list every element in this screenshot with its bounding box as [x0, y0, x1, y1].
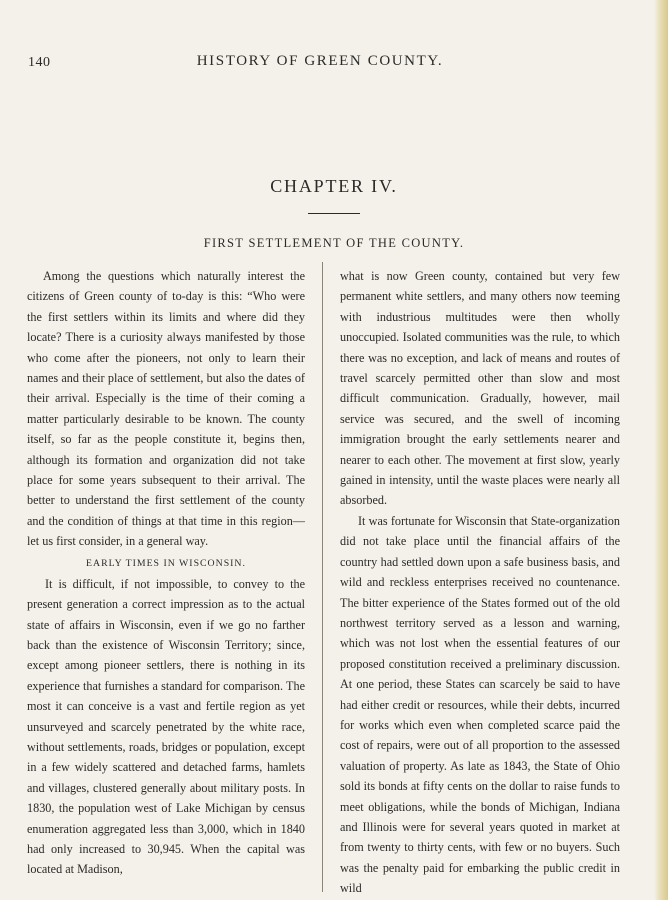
running-head: HISTORY OF GREEN COUNTY.	[196, 53, 444, 69]
right-column	[340, 266, 620, 899]
page-edge-shadow	[654, 0, 668, 900]
page-number: 140	[28, 55, 51, 70]
chapter-title: CHAPTER IV.	[270, 176, 398, 196]
column-divider	[322, 262, 323, 892]
chapter-rule	[308, 213, 360, 214]
left-column	[27, 266, 305, 880]
paragraph: It is difficult, if not impossible, to convey to the present generation a correct impression as to the actual state of affairs in Wisconsin, even if we go no farther back than the existence of Wisconsin Territory; since, except among pioneer settlers, there is nothing in its experience that furnishes a standard for comparison. The most it can conceive is a vast and fertile region as yet unsurveyed and scarcely penetrated by the white race, without settlements, roads, bridges or population, except in a few widely scattered and detached farms, hamlets and villages, clustered generally about military posts. In 1830, the population west of Lake Michigan by census enumeration aggregated less than 3,000, which in 1840 had only increased to 30,945. When the capital was located at Madison,	[27, 576, 305, 877]
subheading: EARLY TIMES IN WISCONSIN.	[86, 557, 246, 569]
paragraph: Among the questions which naturally interest the citizens of Green county of to-day is this: “Who were the first settlers within its limits and where did they locate? There is a curiosity always manifested by those who come after the pioneers, not only to learn their names and their place of settlement, but also the dates of their arrival. Especially is the time of their coming a matter particularly desirable to be known. The county itself, so far as the people constitute it, begins then, although its formation and organization did not take place for some years subsequent to their arrival. The better to understand the first settlement of the county and the condition of things at that time in this region—let us first consider, in a general way.	[27, 269, 305, 549]
paragraph: what is now Green county, contained but very few permanent white settlers, and many others now teeming with industrious multitudes were then wholly unoccupied. Isolated communities was the rule, to which there was no exception, and lack of means and routes of travel scarcely permitted other than slow and most difficult communication. Gradually, however, mail service was secured, and the swell of incoming immigration brought the early settlements nearer and nearer to each other. The movement at first slow, yearly gained in intensity, until the waste places were nearly all absorbed.	[340, 269, 620, 508]
section-title: FIRST SETTLEMENT OF THE COUNTY.	[203, 236, 465, 250]
paragraph: It was fortunate for Wisconsin that State-organization did not take place until the financial affairs of the country had settled down upon a safe business basis, and wild and reckless enterprises received no countenance. The bitter experience of the States formed out of the old northwest territory served as a lesson and warning, which was not lost when the essential features of our proposed constitution received a preliminary discussion. At one period, these States can scarcely be said to have had either credit or resources, while their debts, incurred for works which even when completed scarce paid the cost of repairs, were out of all proportion to the assessed valuation of property. As late as 1843, the State of Ohio sold its bonds at fifty cents on the dollar to raise funds to meet obligations, while the bonds of Michigan, Indiana and Illinois were for several years quoted in market at from twenty to thirty cents, with few or no buyers. Such was the penalty paid for embarking the public credit in wild	[340, 513, 620, 896]
